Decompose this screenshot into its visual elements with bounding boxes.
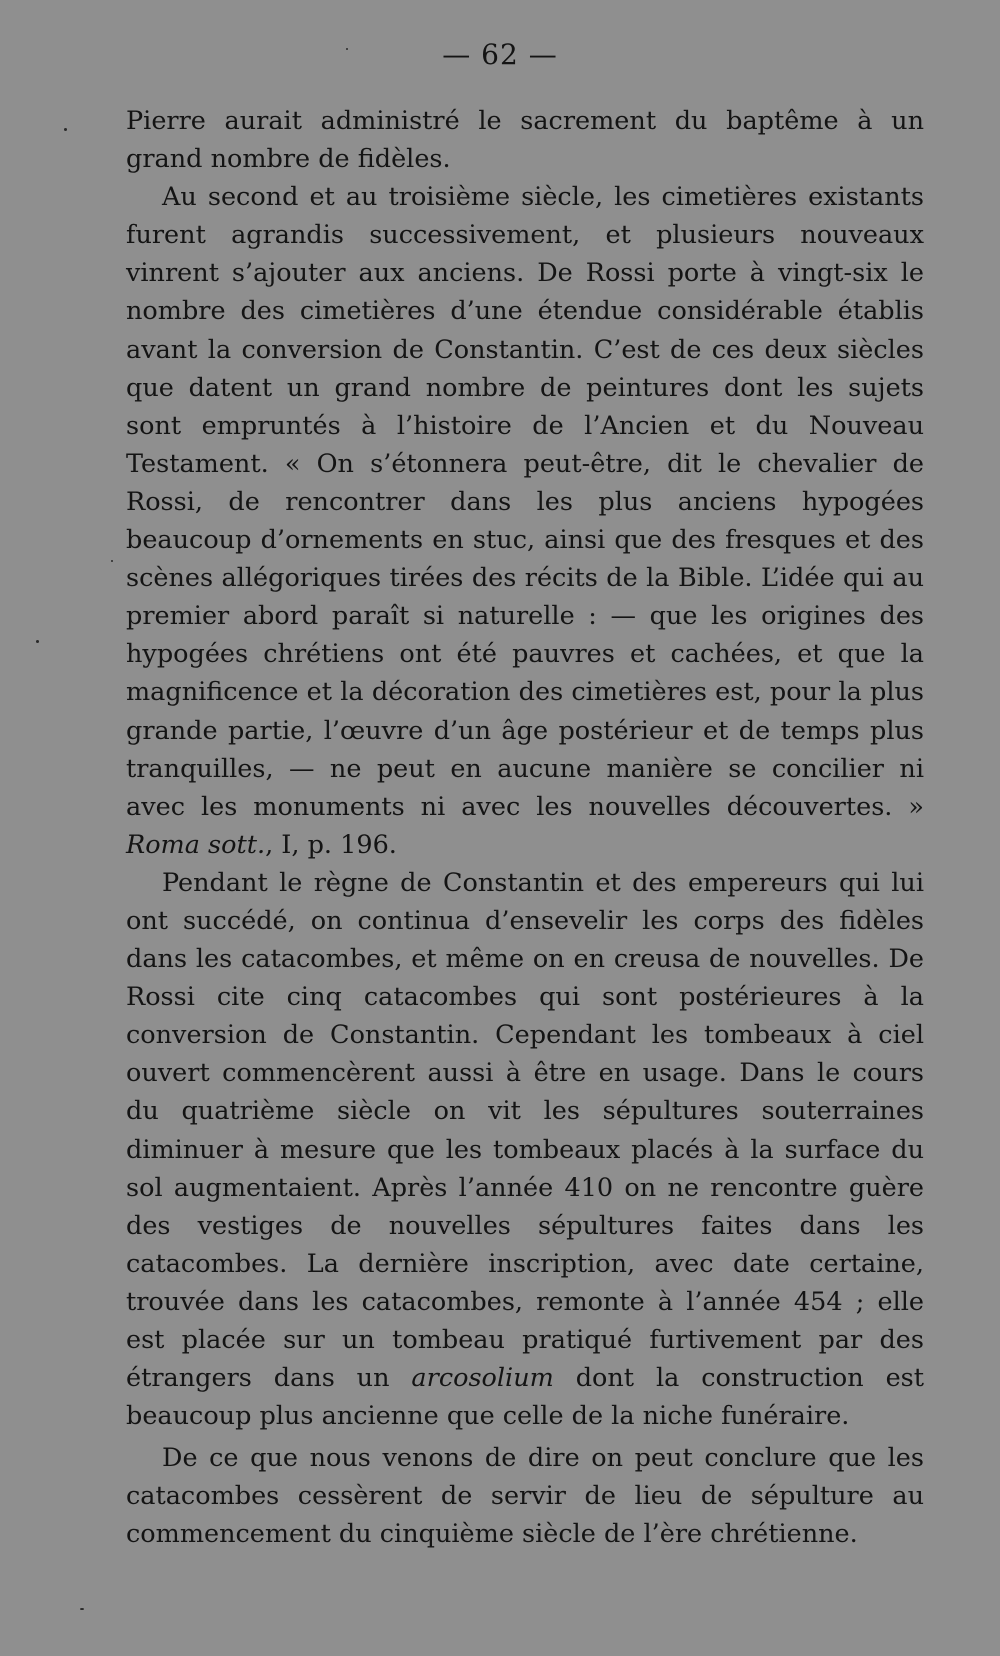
scan-speck — [80, 1608, 84, 1610]
paragraph-3-text-start: Pendant le règne de Constantin et des empereurs qui lui ont succédé, on continua d’ensevelir les corps des fidèles dans les catacombes, et même on en creusa de nouvelles. De Rossi cite cinq catacombes qui sont postérieures à la conversion de Constantin. Cependant les tombeaux à ciel ouvert commencèrent aussi à être en usage. Dans le cours du quatrième siècle on vit les sépultures souterraines diminuer à mesure que les tombeaux placés à la surface du sol augmentaient. Après l’année 410 on ne rencontre guère des vestiges de nouvelles sépultures faites dans les catacombes. La dernière inscription, avec date certaine, trouvée dans les catacombes, remonte à l’année 454 ; elle est placée sur un tombeau pratiqué furtivement par des étrangers dans un — [126, 867, 924, 1394]
paragraph-4: De ce que nous venons de dire on peut conclure que les catacombes cessèrent de servir de lieu de sépulture au commencement du cinquième siècle de l’ère chrétienne. — [126, 1443, 924, 1550]
paragraph-3 — [126, 864, 924, 1435]
paragraph-2-text: Au second et au troisième siècle, les cimetières existants furent agrandis successivement, et plusieurs nouveaux vinrent s’ajouter aux anciens. De Rossi porte à vingt-six le nombre des cimetières d’une étendue considérable établis avant la conversion de Constantin. C’est de ces deux siècles que datent un grand nombre de peintures dont les sujets sont empruntés à l’histoire de l’Ancien et du Nouveau Testament. « On s’étonnera peut-être, dit le chevalier de Rossi, de rencontrer dans les plus anciens hypogées beaucoup d’ornements en stuc, ainsi que des fresques et des scènes allégoriques tirées des récits de la Bible. L’idée qui au premier abord paraît si naturelle : — que les origines des hypogées chrétiens ont été pauvres et cachées, et que la magnificence et la décoration des cimetières est, pour la plus grande partie, l’œuvre d’un âge postérieur et de temps plus tranquilles, — ne peut en aucune manière se concilier ni avec les monuments ni avec les nouvelles découvertes. » — [126, 182, 924, 822]
scan-speck — [36, 640, 39, 643]
scan-speck — [111, 560, 113, 562]
paragraph-1: Pierre aurait administré le sacrement du baptême à un grand nombre de fidèles. — [126, 106, 924, 175]
paragraph-3-text-end: dont la construction est beaucoup plus ancienne que celle de la niche funéraire. — [126, 1363, 924, 1432]
page-number: — 62 — — [442, 38, 558, 71]
paragraph-2 — [126, 178, 924, 864]
scan-speck — [64, 128, 67, 131]
italic-term: arcosolium — [411, 1363, 554, 1394]
scan-speck — [346, 48, 348, 50]
citation-page: , I, p. 196. — [265, 829, 397, 860]
citation-title: Roma sott. — [126, 829, 266, 860]
body-text — [126, 102, 924, 1554]
